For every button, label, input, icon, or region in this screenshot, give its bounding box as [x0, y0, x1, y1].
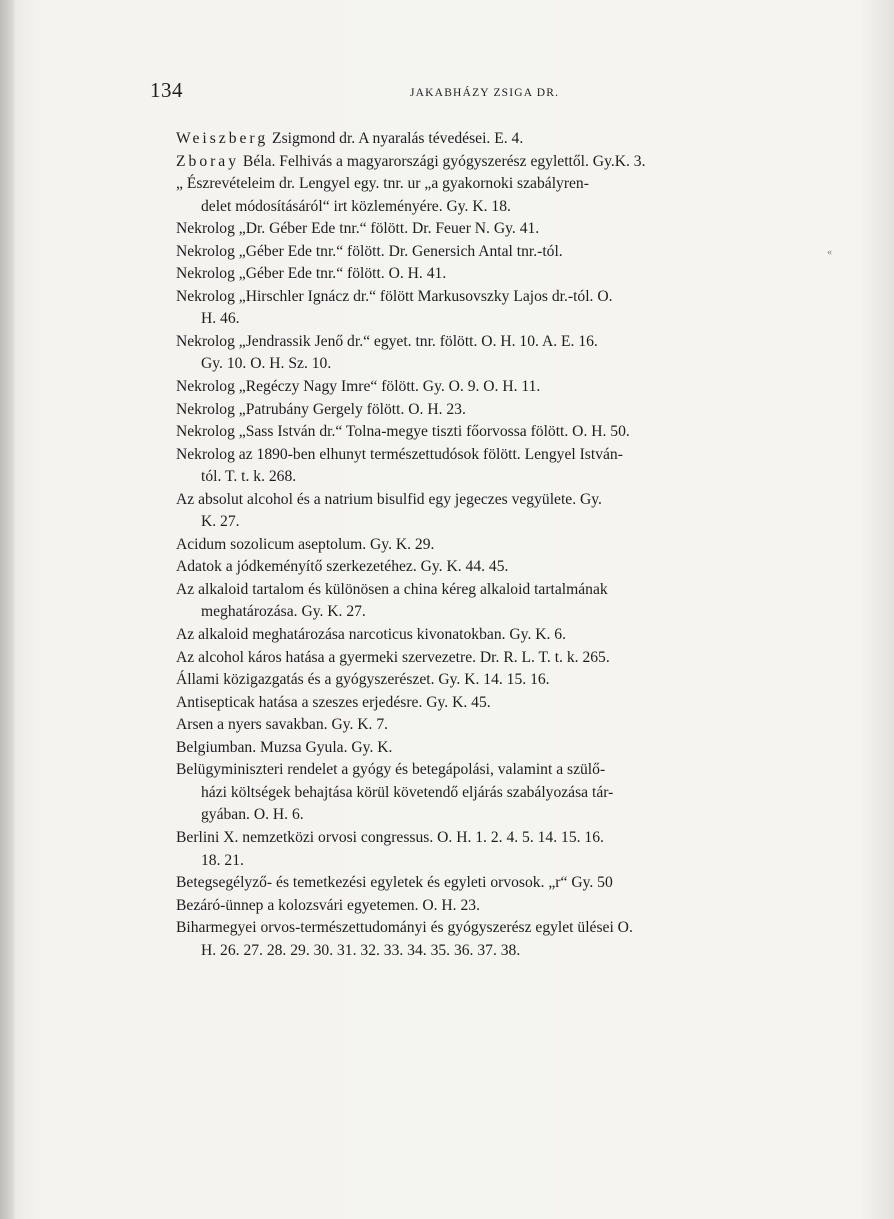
- entry-text-line: Gy. 10. O. H. Sz. 10.: [201, 355, 332, 373]
- page-header: [150, 78, 750, 108]
- entry-text-line: Biharmegyei orvos-természettudományi és gyógyszerész egylet ülései O.: [176, 919, 633, 937]
- index-entry: [176, 263, 826, 286]
- index-entry: [176, 692, 826, 715]
- index-entry: [176, 151, 826, 174]
- entry-text-line: „ Észrevételeim dr. Lengyel egy. tnr. ur „a gyakornoki szabályren-: [176, 175, 589, 193]
- entry-text-line: H. 46.: [201, 310, 240, 328]
- index-entry: [176, 218, 826, 241]
- page-spine-shadow: [0, 0, 14, 1219]
- index-entry: [176, 669, 826, 692]
- entry-text-line: Nekrolog „Géber Ede tnr.“ fölött. Dr. Genersich Antal tnr.-tól.: [176, 242, 563, 260]
- index-entry: [176, 128, 826, 151]
- index-entry: [176, 444, 826, 489]
- entry-text-line: Berlini X. nemzetközi orvosi congressus. O. H. 1. 2. 4. 5. 14. 15. 16.: [176, 828, 604, 846]
- entry-text-line: tól. T. t. k. 268.: [201, 468, 297, 486]
- index-entry: [176, 647, 826, 670]
- entry-text-line: Nekrolog „Hirschler Ignácz dr.“ fölött Markusovszky Lajos dr.-tól. O.: [176, 287, 613, 305]
- entry-text-line: gyában. O. H. 6.: [201, 806, 304, 824]
- entry-author-spaced: Weiszberg: [176, 130, 269, 147]
- index-entry: [176, 331, 826, 376]
- entry-text-line: Nekrolog „Regéczy Nagy Imre“ fölött. Gy. O. 9. O. H. 11.: [176, 378, 541, 396]
- entry-text-line: Belügyminiszteri rendelet a gyógy és betegápolási, valamint a szülő-: [176, 761, 606, 779]
- index-entry: [176, 241, 826, 264]
- entry-text-line: K. 27.: [201, 513, 240, 531]
- entry-text-line: Béla. Felhivás a magyarországi gyógyszerész egylettől. Gy.K. 3.: [239, 152, 646, 170]
- index-entry: [176, 556, 826, 579]
- entry-text-line: Az absolut alcohol és a natrium bisulfid egy jegeczes vegyülete. Gy.: [176, 490, 602, 508]
- entry-text-line: Acidum sozolicum aseptolum. Gy. K. 29.: [176, 535, 435, 553]
- entry-text-line: Adatok a jódkeményítő szerkezetéhez. Gy. K. 44. 45.: [176, 558, 509, 576]
- index-entry: [176, 421, 826, 444]
- index-entry: [176, 895, 826, 918]
- entry-text-line: Állami közigazgatás és a gyógyszerészet. Gy. K. 14. 15. 16.: [176, 671, 550, 689]
- index-entry: [176, 399, 826, 422]
- margin-mark: «: [827, 247, 832, 258]
- entry-text-line: Betegsegélyző- és temetkezési egyletek és egyleti orvosok. „r“ Gy. 50: [176, 874, 613, 892]
- entry-text-line: Arsen a nyers savakban. Gy. K. 7.: [176, 716, 389, 734]
- index-entry: [176, 173, 826, 218]
- entry-text-line: Nekrolog „Géber Ede tnr.“ fölött. O. H. 41.: [176, 265, 447, 283]
- index-entry: [176, 827, 826, 872]
- index-entry: [176, 872, 826, 895]
- entry-text-line: Az alcohol káros hatása a gyermeki szervezetre. Dr. R. L. T. t. k. 265.: [176, 648, 610, 666]
- index-entry: [176, 759, 826, 827]
- entry-text-line: Antisepticak hatása a szeszes erjedésre. Gy. K. 45.: [176, 693, 491, 711]
- index-entry: [176, 917, 826, 962]
- page-number: 134: [150, 78, 183, 102]
- index-entry: [176, 579, 826, 624]
- running-head: JAKABHÁZY ZSIGA DR.: [410, 87, 560, 99]
- entry-text-line: házi költségek behajtása körül követendő eljárás szabályozása tár-: [201, 783, 614, 801]
- index-entries: [176, 128, 826, 962]
- entry-text-line: Az alkaloid tartalom és különösen a china kéreg alkaloid tartalmának: [176, 580, 608, 598]
- entry-text-line: Nekrolog „Patrubány Gergely fölött. O. H. 23.: [176, 400, 466, 418]
- entry-text-line: Nekrolog „Dr. Géber Ede tnr.“ fölött. Dr. Feuer N. Gy. 41.: [176, 220, 540, 238]
- entry-text-line: Zsigmond dr. A nyaralás tévedései. E. 4.: [268, 130, 524, 147]
- entry-author-spaced: Zboray: [176, 152, 240, 170]
- entry-text-line: meghatározása. Gy. K. 27.: [201, 603, 366, 621]
- index-entry: [176, 376, 826, 399]
- entry-text-line: Nekrolog az 1890-ben elhunyt természettudósok fölött. Lengyel István-: [176, 445, 623, 463]
- index-entry: [176, 624, 826, 647]
- entry-text-line: Az alkaloid meghatározása narcoticus kivonatokban. Gy. K. 6.: [176, 626, 567, 644]
- entry-text-line: Belgiumban. Muzsa Gyula. Gy. K.: [176, 738, 393, 756]
- index-entry: [176, 714, 826, 737]
- index-entry: [176, 534, 826, 557]
- index-entry: [176, 489, 826, 534]
- entry-text-line: Bezáró-ünnep a kolozsvári egyetemen. O. H. 23.: [176, 896, 480, 914]
- index-entry: [176, 286, 826, 331]
- entry-text-line: 18. 21.: [201, 851, 244, 869]
- entry-text-line: Nekrolog „Sass István dr.“ Tolna-megye tiszti főorvossa fölött. O. H. 50.: [176, 423, 630, 441]
- entry-text-line: Nekrolog „Jendrassik Jenő dr.“ egyet. tnr. fölött. O. H. 10. A. E. 16.: [176, 332, 598, 350]
- index-entry: [176, 737, 826, 760]
- entry-text-line: H. 26. 27. 28. 29. 30. 31. 32. 33. 34. 35. 36. 37. 38.: [201, 941, 521, 959]
- entry-text-line: delet módosításáról“ irt közleményére. Gy. K. 18.: [201, 197, 511, 215]
